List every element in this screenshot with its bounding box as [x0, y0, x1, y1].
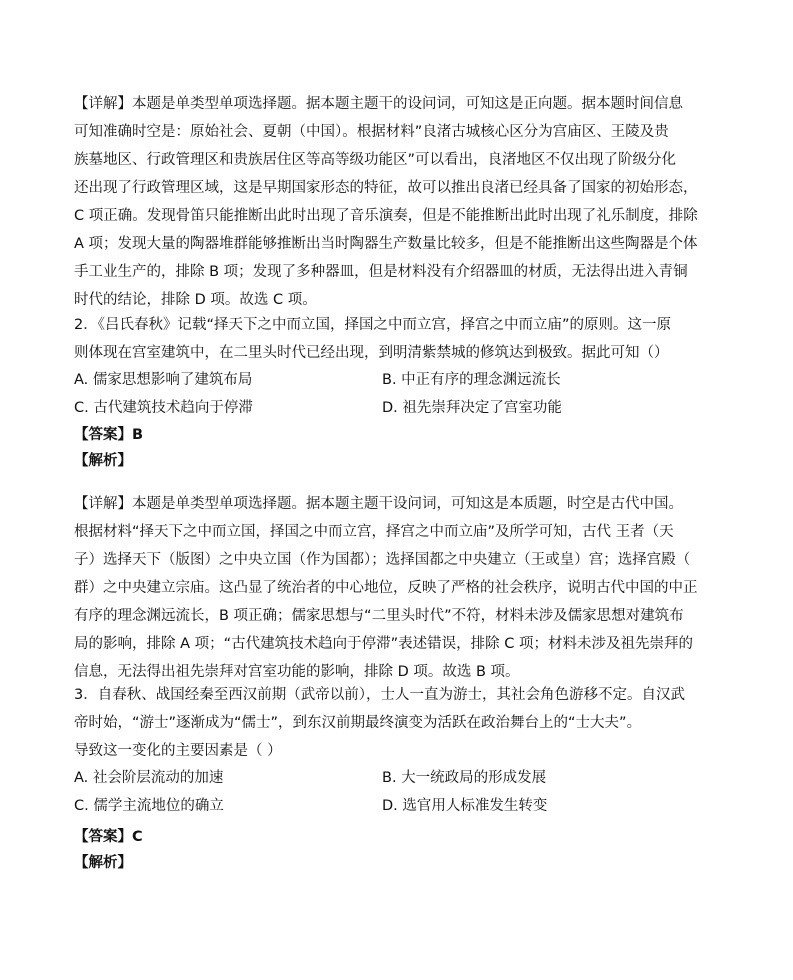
q3-answer: 【答案】C	[74, 829, 143, 845]
q2-detail-line: 有序的理念渊远流长，B 项正确；儒家思想与“二里头时代”不符，材料未涉及儒家思想对建筑布	[74, 608, 684, 624]
q3-option-a: A. 社会阶层流动的加速	[74, 770, 224, 786]
q3-stem-line: 3．自春秋、战国经秦至西汉前期（武帝以前），士人一直为游士，其社会角色游移不定。自汉武	[74, 687, 685, 703]
q2-stem-line: 则体现在宫室建筑中，在二里头时代已经出现，到明清紫禁城的修筑达到极致。据此可知（）	[74, 345, 669, 361]
q3-stem	[74, 681, 685, 765]
q2-stem-line: 2．《吕氏春秋》记载“择天下之中而立国，择国之中而立宫，择宫之中而立庙”的原则。这一原	[74, 317, 671, 333]
q3-stem-line: 导致这一变化的主要因素是（ ）	[74, 743, 282, 759]
q3-analysis-label: 【解析】	[74, 855, 132, 871]
q2-option-b: B. 中正有序的理念渊远流长	[382, 372, 561, 388]
q1-detail-line: 【详解】本题是单类型单项选择题。据本题主题干的设问词，可知这是正向题。据本题时间信息	[74, 96, 683, 112]
q2-stem	[74, 311, 674, 367]
q2-option-a: A. 儒家思想影响了建筑布局	[74, 372, 253, 388]
q2-detail-line: 局的影响，排除 A 项；“古代建筑技术趋向于停滞”表述错误，排除 C 项；材料未涉及祖先崇拜的	[74, 636, 694, 652]
q3-option-c: C. 儒学主流地位的确立	[74, 798, 224, 814]
q2-answer: 【答案】B	[74, 427, 144, 443]
q2-detail-line: 信息，无法得出祖先崇拜对宫室功能的影响，排除 D 项。故选 B 项。	[74, 664, 520, 680]
q2-detail-line: 群）之中央建立宗庙。这凸显了统治者的中心地位，反映了严格的社会秩序，说明古代中国的中正	[74, 580, 698, 596]
q1-detail-line: 族墓地区、行政管理区和贵族居住区等高等级功能区”可以看出，良渚地区不仅出现了阶级分化	[74, 152, 677, 168]
q2-detail-line: 根据材料“择天下之中而立国，择国之中而立宫，择宫之中而立庙”及所学可知，古代 王者（天	[74, 524, 674, 540]
q3-stem-line: 帝时始，“游士”逐渐成为“儒士”，到东汉前期最终演变为活跃在政治舞台上的“士大夫”。	[74, 715, 642, 731]
q2-option-c: C. 古代建筑技术趋向于停滞	[74, 400, 253, 416]
q2-detail-line: 子）选择天下（版图）之中央立国（作为国都）；选择国都之中央建立（王或皇）宫；选择宫殿（	[74, 552, 691, 568]
q1-detail-line: A 项；发现大量的陶器堆群能够推断出当时陶器生产数量比较多，但是不能推断出这些陶器是个体	[74, 236, 698, 252]
q3-option-d: D. 选官用人标准发生转变	[382, 798, 548, 814]
q1-detail-line: 时代的结论，排除 D 项。故选 C 项。	[74, 292, 317, 308]
q1-detail-paragraph	[74, 90, 698, 314]
q2-option-d: D. 祖先崇拜决定了宫室功能	[382, 400, 562, 416]
q2-detail-line: 【详解】本题是单类型单项选择题。据本题主题干设问词，可知这是本质题，时空是古代中国。	[74, 496, 683, 512]
q1-detail-line: 可知准确时空是：原始社会、夏朝（中国）。根据材料”良渚古城核心区分为宫庙区、王陵及贵	[74, 124, 669, 140]
q2-analysis-label: 【解析】	[74, 453, 132, 469]
q3-option-b: B. 大一统政局的形成发展	[382, 770, 547, 786]
q1-detail-line: 手工业生产的，排除 B 项；发现了多种器皿，但是材料没有介绍器皿的材质，无法得出进入青铜	[74, 264, 688, 280]
q1-detail-line: C 项正确。发现骨笛只能推断出此时出现了音乐演奏，但是不能推断出此时出现了礼乐制度，排除	[74, 208, 698, 224]
q2-detail-paragraph	[74, 490, 698, 686]
q1-detail-line: 还出现了行政管理区域，这是早期国家形态的特征，故可以推出良渚已经具备了国家的初始形态，	[74, 180, 698, 196]
